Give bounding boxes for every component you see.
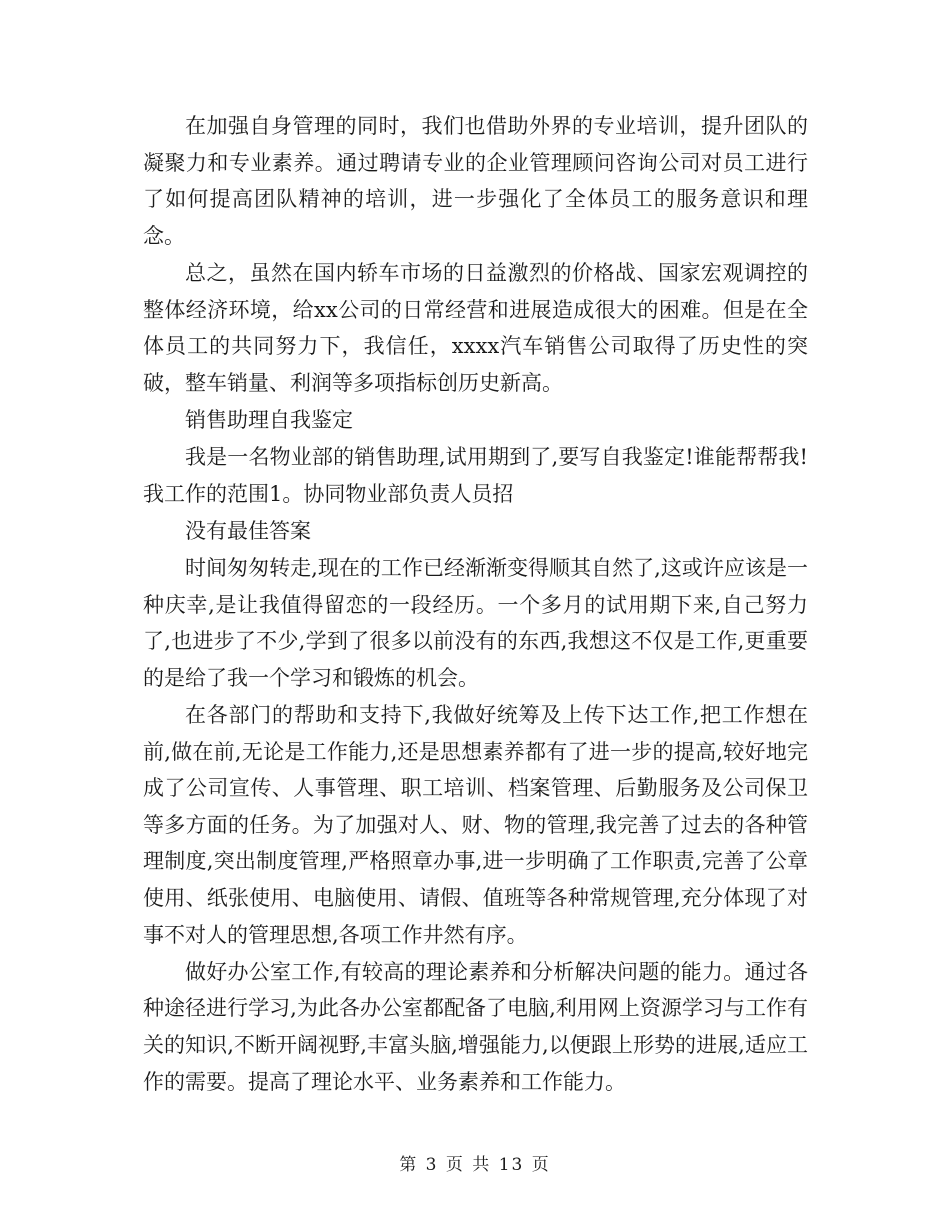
paragraph-team-training: 在加强自身管理的同时，我们也借助外界的专业培训，提升团队的凝聚力和专业素养。通过聘请专业的企业管理顾问咨询公司对员工进行了如何提高团队精神的培训，进一步强化了全体员工的服务意识和理念。	[143, 114, 808, 248]
paragraph-question: 我是一名物业部的销售助理,试用期到了,要写自我鉴定!谁能帮帮我!我工作的范围1。协同物业部负责人员招	[143, 445, 808, 506]
paragraph-probation: 时间匆匆转走,现在的工作已经渐渐变得顺其自然了,这或许应该是一种庆幸,是让我值得留恋的一段经历。一个多月的试用期下来,自己努力了,也进步了不少,学到了很多以前没有的东西,我想这不仅是工作,更重要的是给了我一个学习和锻炼的机会。	[143, 556, 808, 690]
answer-label: 没有最佳答案	[185, 518, 311, 543]
document-body	[143, 108, 808, 1100]
paragraph-departments: 在各部门的帮助和支持下,我做好统筹及上传下达工作,把工作想在前,做在前,无论是工作能力,还是思想素养都有了进一步的提高,较好地完成了公司宣传、人事管理、职工培训、档案管理、后勤服务及公司保卫等多方面的任务。为了加强对人、财、物的管理,我完善了过去的各种管理制度,突出制度管理,严格照章办事,进一步明确了工作职责,完善了公章使用、纸张使用、电脑使用、请假、值班等各种常规管理,充分体现了对事不对人的管理思想,各项工作井然有序。	[143, 703, 808, 947]
paragraph-office-work: 做好办公室工作,有较高的理论素养和分析解决问题的能力。通过各种途径进行学习,为此各办公室都配备了电脑,利用网上资源学习与工作有关的知识,不断开阔视野,丰富头脑,增强能力,以便跟上形势的进展,适应工作的需要。提高了理论水平、业务素养和工作能力。	[143, 959, 808, 1094]
section-heading: 销售助理自我鉴定	[185, 407, 353, 432]
page-number-footer: 第 3 页 共 13 页	[399, 1155, 551, 1175]
paragraph-summary: 总之，虽然在国内轿车市场的日益激烈的价格战、国家宏观调控的整体经济环境，给xx公司的日常经营和进展造成很大的困难。但是在全体员工的共同努力下，我信任，xxxx汽车销售公司取得了历史性的突破，整车销量、利润等多项指标创历史新高。	[143, 260, 808, 395]
